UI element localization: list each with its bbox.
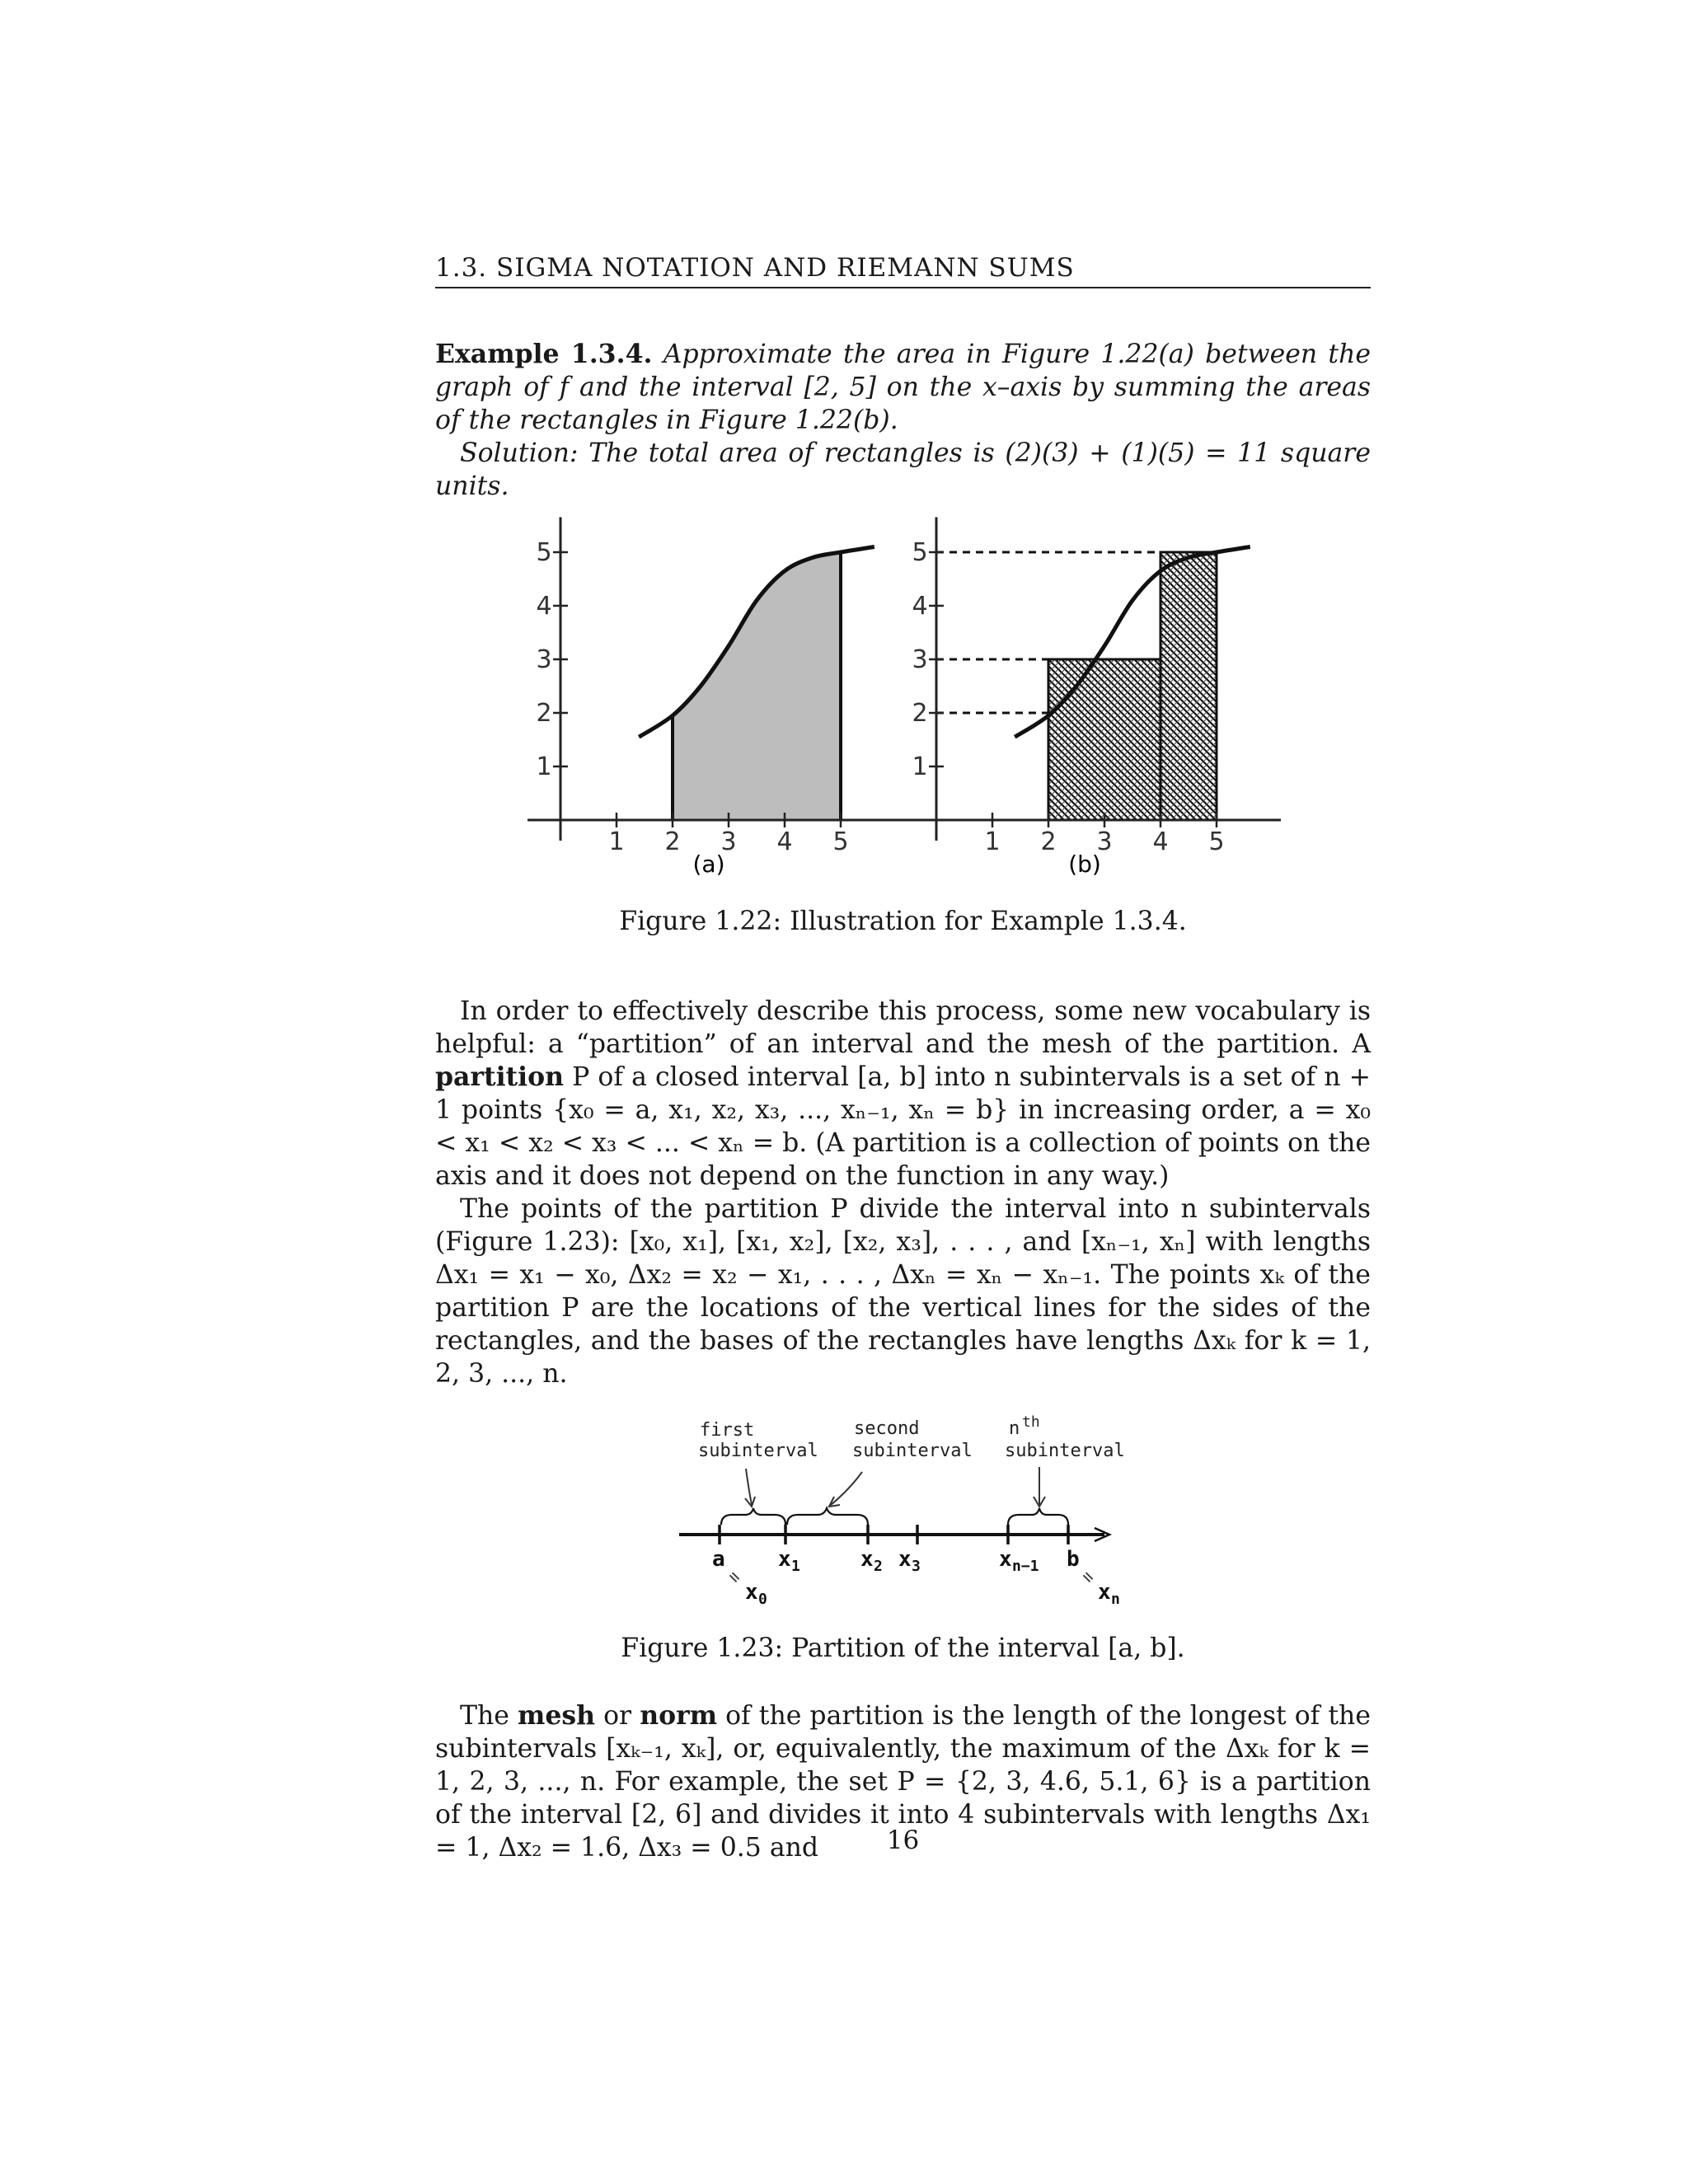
x-tick-label-3: 3 [720, 827, 737, 856]
point-x0-sub: 0 [758, 1591, 767, 1608]
page-number: 16 [886, 1825, 920, 1855]
y-tick-label-5: 5 [912, 538, 928, 567]
point-xn1: x [999, 1547, 1012, 1572]
point-x2-sub: 2 [874, 1558, 883, 1575]
equals-x0: = [723, 1566, 746, 1589]
y-tick-label-1: 1 [912, 752, 928, 781]
y-tick-label-5: 5 [536, 538, 552, 567]
paragraph-2: The points of the partition P divide the interval into n subintervals (Figure 1.23): [x₀, x₁], [x₁, x₂], [x₂, x₃], . . . , and [xₙ₋₁, xₙ] with lengths Δx₁ = x₁ − x₀, Δx₂ = x₂ − x₁, . . . , Δxₙ = xₙ − xₙ₋₁. The points xₖ of the partition P are the locations of the vertical lines for the sides of the rectangles, and the bases of the rectangles have lengths Δxₖ for k = 1, 2, 3, ..., n. [435, 1194, 1371, 1389]
y-tick-label-2: 2 [536, 699, 552, 728]
point-x0: x [745, 1580, 758, 1605]
label-nth-2: subinterval [1005, 1441, 1125, 1461]
label-second-2: subinterval [852, 1441, 973, 1461]
point-xn: x [1098, 1580, 1111, 1605]
paragraph-1-part-a: a “partition” of an interval and the mesh of the partition. A [547, 1029, 1371, 1059]
example-label: Example 1.3.4. [435, 339, 653, 369]
point-xn1-sub: n−1 [1012, 1558, 1039, 1575]
example-statement: Approximate the area in Figure 1.22(a) between the graph of f and the interval [2, 5] on the x–axis by summing the areas of the rectangles in Figure 1.22(b). [435, 340, 1372, 435]
y-tick-label-2: 2 [912, 699, 928, 728]
point-x3-sub: 3 [912, 1558, 921, 1575]
point-x1: x [778, 1547, 791, 1572]
running-header: 1.3. SIGMA NOTATION AND RIEMANN SUMS [435, 253, 1075, 283]
paragraph-1-part-b: P of a closed interval [a, b] into n subintervals is a set of n + 1 points {x₀ = a, x₁, x₂, x₃, ..., xₙ₋₁, xₙ = b} in increasing order, a = x₀ < x₁ < x₂ < x₃ < ... < xₙ = b. (A partition is a collection of points on the axis and it does not depend on the function in any way.) [435, 1062, 1371, 1191]
paragraph-3-text-c: of the partition is the length of the longest of the subintervals [xₖ₋₁, xₖ], or, equivalently, the maximum of the Δxₖ for k = 1, 2, 3, ..., n. For example, the set P = {2, 3, 4.6, 5.1, 6} is a partition of the interval [2, 6] and divides it into 4 subintervals with lengths Δx₁ = 1, Δx₂ = 1.6, Δx₃ = 0.5 and [435, 1701, 1371, 1863]
point-a: a [712, 1547, 725, 1572]
label-nth-sup: th [1022, 1413, 1040, 1431]
term-norm: norm [640, 1700, 718, 1731]
figure-1-22-caption: Figure 1.22: Illustration for Example 1.3.4. [619, 907, 1187, 936]
y-tick-label-1: 1 [536, 752, 552, 781]
label-first-1: first [700, 1420, 755, 1441]
y-tick-label-4: 4 [912, 592, 928, 621]
x-tick-label-1: 1 [608, 827, 625, 856]
y-tick-label-3: 3 [912, 645, 928, 674]
paragraph-3-text-b: or [595, 1701, 640, 1731]
x-tick-label-2: 2 [1040, 827, 1057, 856]
x-tick-label-4: 4 [776, 827, 793, 856]
figure-1-23-caption: Figure 1.23: Partition of the interval [a, b]. [621, 1633, 1185, 1663]
x-tick-label-4: 4 [1152, 827, 1169, 856]
point-x1-sub: 1 [791, 1558, 800, 1575]
term-partition: partition [435, 1062, 564, 1092]
paragraph-1-line1: In order to effectively describe this process, some new vocabulary is helpful: [435, 996, 1371, 1059]
panel-b-label: (b) [1068, 851, 1101, 878]
paragraph-3-text-a: The [460, 1701, 518, 1731]
panel-a-label: (a) [692, 851, 725, 878]
y-tick-label-4: 4 [536, 592, 552, 621]
label-nth-1: n [1009, 1418, 1020, 1439]
point-x2: x [860, 1547, 874, 1572]
x-tick-label-5: 5 [832, 827, 849, 856]
y-tick-label-3: 3 [536, 645, 552, 674]
solution-label: Solution: [460, 438, 579, 468]
x-tick-label-5: 5 [1208, 827, 1225, 856]
x-tick-label-1: 1 [984, 827, 1001, 856]
term-mesh: mesh [518, 1700, 596, 1731]
x-tick-label-2: 2 [664, 827, 681, 856]
label-first-2: subinterval [698, 1441, 818, 1461]
x-tick-label-3: 3 [1096, 827, 1113, 856]
equals-xn: = [1076, 1566, 1100, 1589]
solution-text: The total area of rectangles is (2)(3) + (1)(5) = 11 square units. [435, 438, 1372, 501]
point-xn-sub: n [1111, 1591, 1120, 1608]
point-b: b [1067, 1547, 1080, 1572]
point-x3: x [898, 1547, 912, 1572]
label-second-1: second [854, 1418, 920, 1439]
